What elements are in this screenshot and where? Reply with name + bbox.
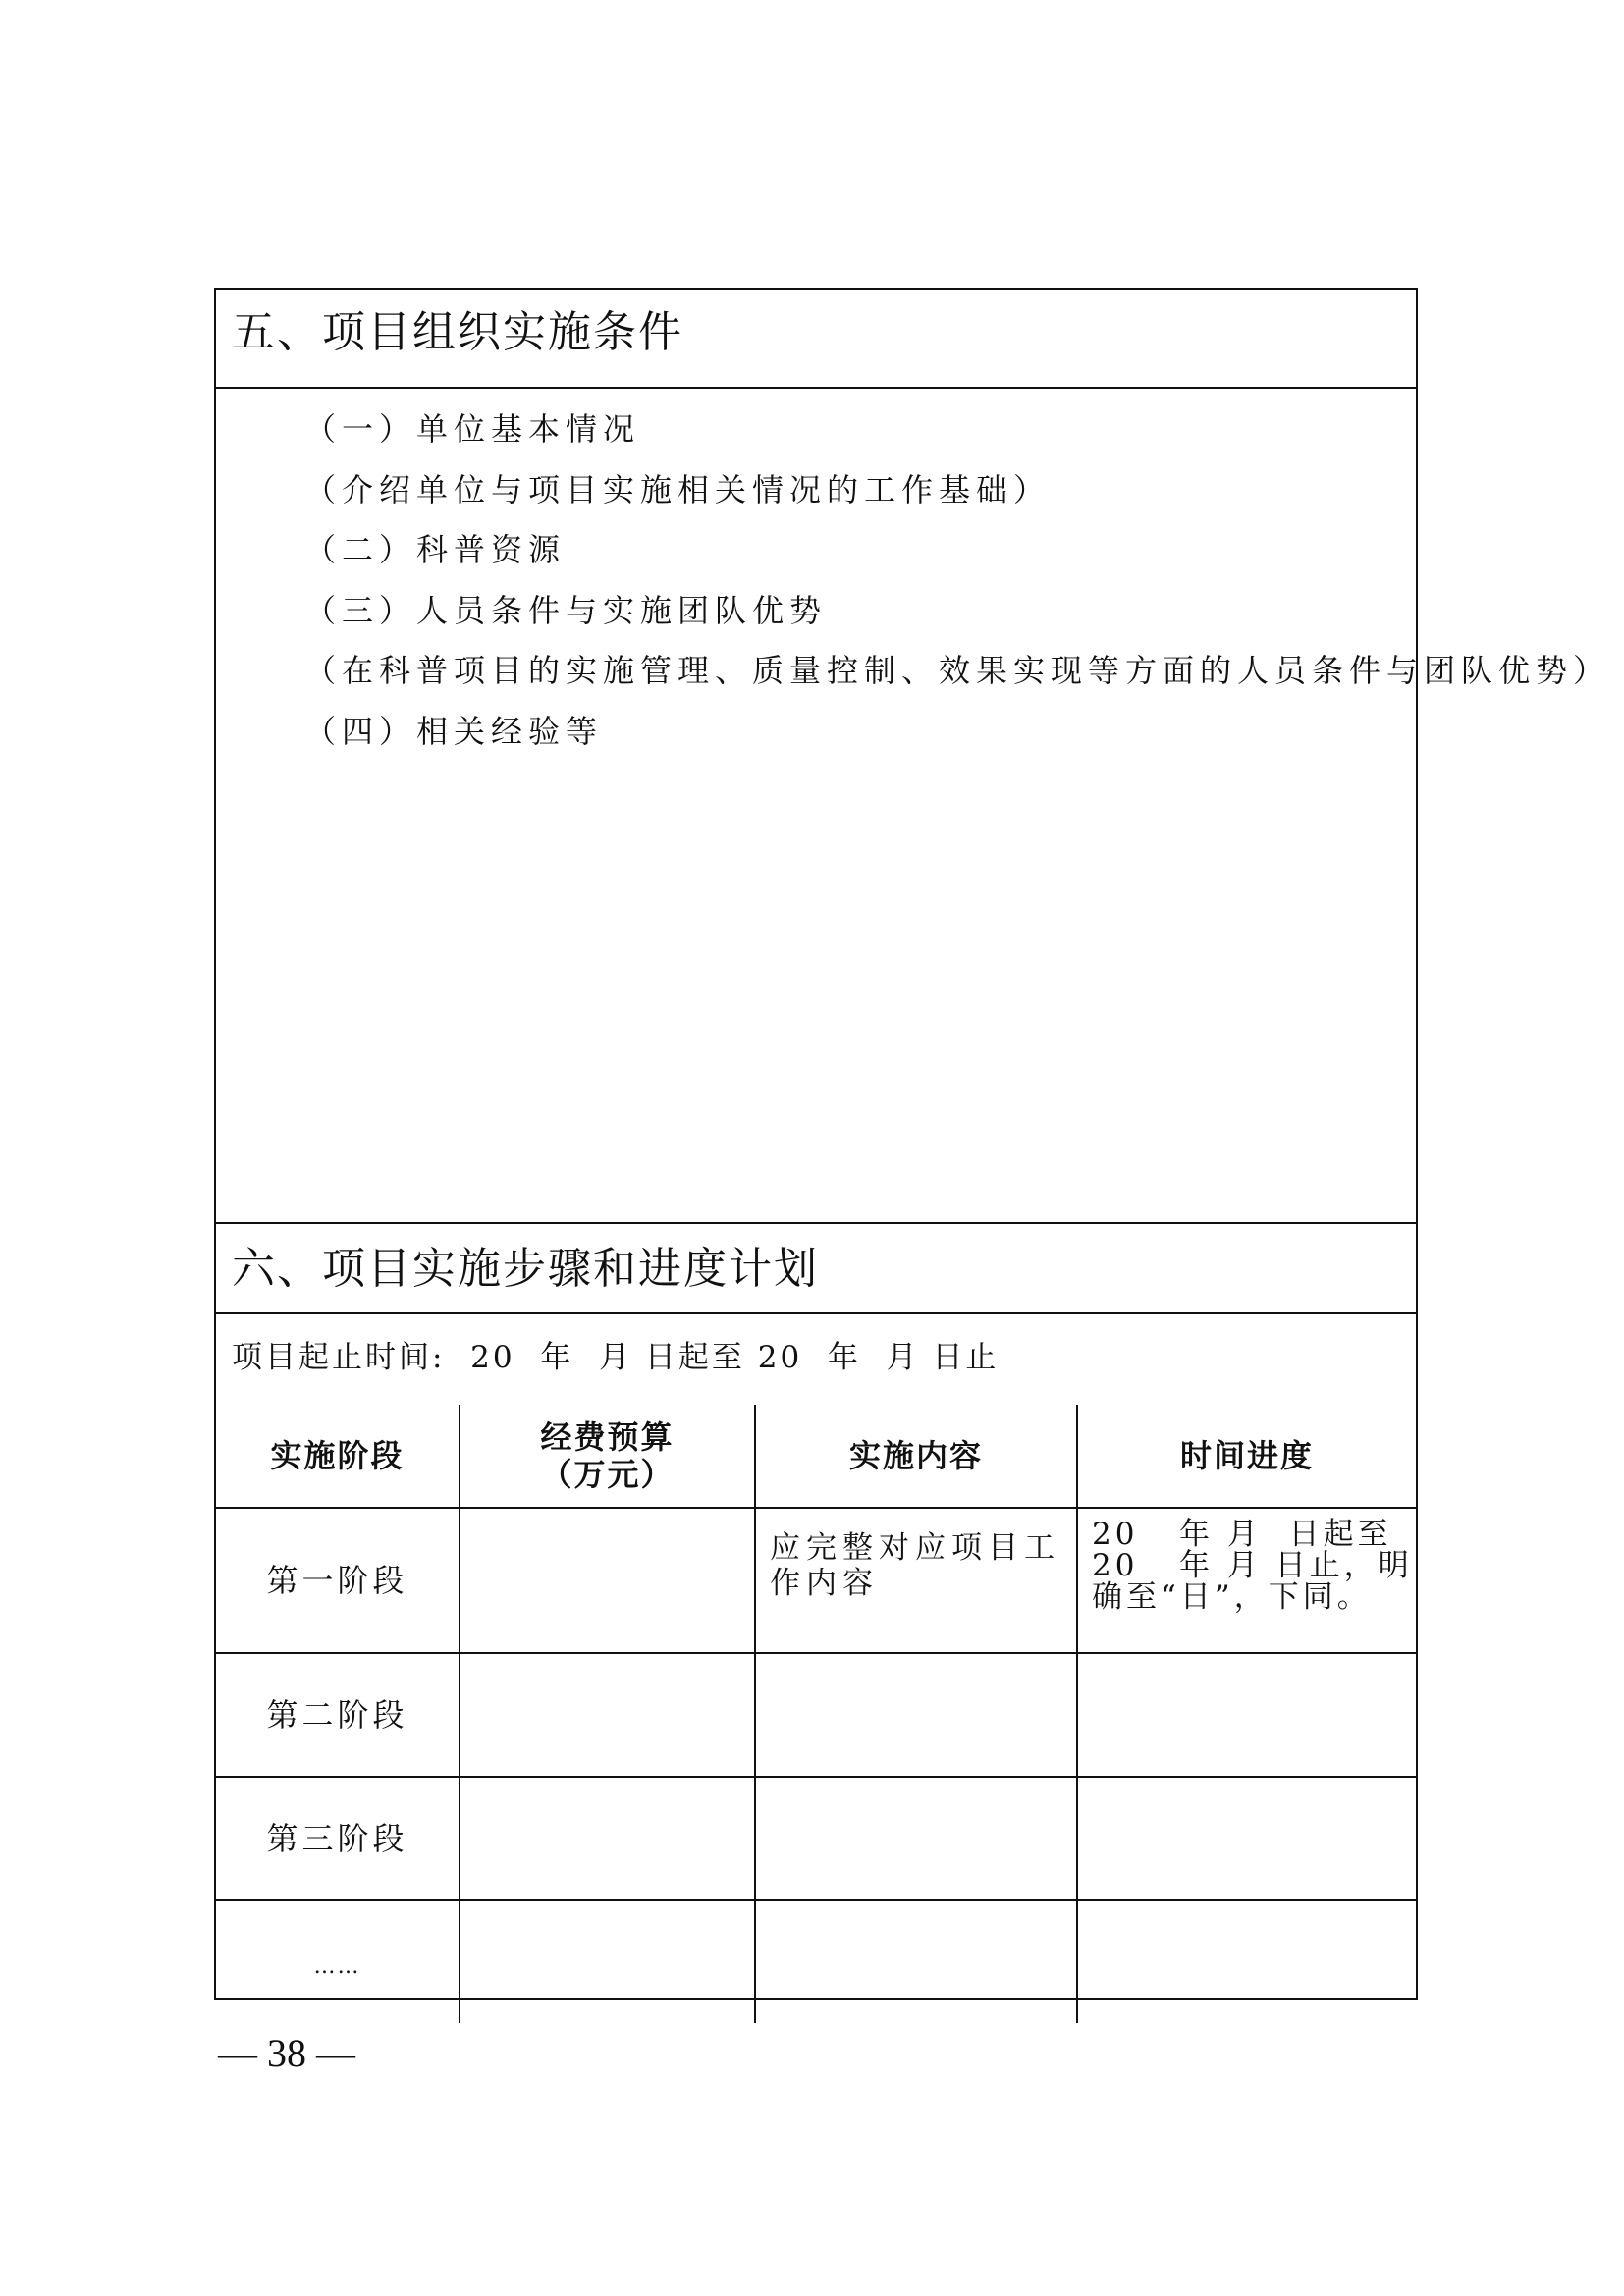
content-cell (755, 1777, 1077, 1900)
header-budget-label: 经费预算 （万元） (540, 1417, 675, 1493)
divider (216, 1222, 1416, 1224)
budget-cell (460, 1653, 755, 1777)
content-cell (755, 1653, 1077, 1777)
page-number: — 38 — (218, 2031, 355, 2075)
stage-cell: 第二阶段 (216, 1653, 460, 1777)
content-cell (755, 1508, 1077, 1653)
budget-cell (460, 1508, 755, 1653)
section-5-line: （在科普项目的实施管理、质量控制、效果实现等方面的人员条件与团队优势） (304, 652, 1611, 689)
stage-cell (216, 1900, 460, 2023)
application-form (214, 288, 1611, 2000)
budget-cell (460, 1777, 755, 1900)
section-5-line: （二）科普资源 (304, 531, 567, 568)
header-schedule: 时间进度 (1077, 1405, 1416, 1508)
divider (216, 1312, 1416, 1314)
section-5-lines (304, 410, 1611, 775)
ellipsis: …… (313, 1953, 361, 1979)
schedule-cell (1077, 1777, 1416, 1900)
section-5-title: 五、项目组织实施条件 (232, 307, 683, 357)
schedule-note-line: 确至“日”，下同。 (1092, 1579, 1372, 1615)
schedule-cell (1077, 1900, 1416, 2023)
plan-table (216, 1405, 1416, 2023)
header-content: 实施内容 (755, 1405, 1077, 1508)
schedule-note-line: 20 年 月 日止，明 (1092, 1548, 1413, 1583)
table-row (216, 1653, 1416, 1777)
section-5-body (216, 388, 1611, 1124)
section-5-line: （三）人员条件与实施团队优势 (304, 591, 828, 629)
header-budget (460, 1405, 755, 1508)
stage-cell: 第一阶段 (216, 1508, 460, 1653)
schedule-note-line: 20 年 月 日起至 (1092, 1517, 1392, 1552)
content-note-line: 作内容 (770, 1566, 879, 1601)
table-row (216, 1777, 1416, 1900)
header-stage: 实施阶段 (216, 1405, 460, 1508)
content-note-line: 应完整对应项目工 (770, 1530, 1060, 1566)
content-cell (755, 1900, 1077, 2023)
table-row (216, 1900, 1416, 2023)
section-5-line: （介绍单位与项目实施相关情况的工作基础） (304, 470, 1052, 508)
schedule-cell (1077, 1508, 1416, 1653)
budget-cell (460, 1900, 755, 2023)
section-6-title: 六、项目实施步骤和进度计划 (232, 1244, 819, 1294)
section-5-line: （四）相关经验等 (304, 712, 604, 750)
table-row (216, 1508, 1416, 1653)
schedule-cell (1077, 1653, 1416, 1777)
section-5-line: （一）单位基本情况 (304, 410, 641, 448)
table-header-row (216, 1405, 1416, 1508)
stage-cell: 第三阶段 (216, 1777, 460, 1900)
project-time-line: 项目起止时间: 20 年 月 日起至 20 年 月 日止 (232, 1340, 1000, 1375)
